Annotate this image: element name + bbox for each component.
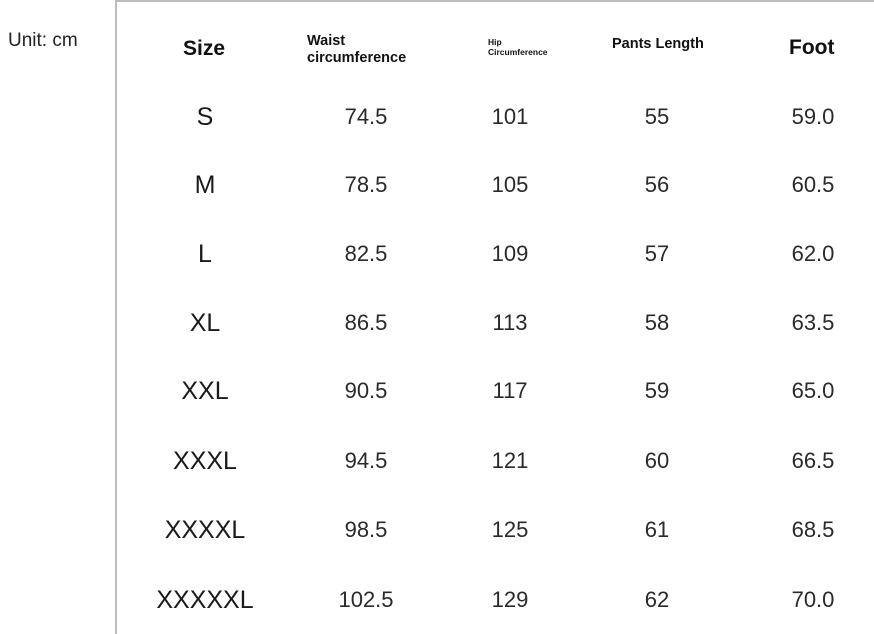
header-size: Size bbox=[183, 37, 226, 60]
cell-hip: 113 bbox=[492, 310, 528, 335]
cell-size: XL bbox=[189, 309, 221, 337]
cell-foot: 70.0 bbox=[791, 587, 835, 612]
cell-hip: 121 bbox=[491, 448, 529, 473]
table-row bbox=[0, 165, 874, 205]
header-waist bbox=[307, 33, 419, 66]
cell-pants-length: 61 bbox=[644, 517, 670, 542]
table-row bbox=[0, 510, 874, 550]
cell-size: XXXXL bbox=[164, 516, 246, 544]
table-row bbox=[0, 97, 874, 137]
cell-foot: 60.5 bbox=[791, 172, 835, 197]
cell-pants-length: 57 bbox=[644, 241, 670, 266]
cell-waist: 74.5 bbox=[344, 104, 388, 129]
cell-hip: 101 bbox=[491, 104, 529, 129]
cell-size: XXXL bbox=[173, 447, 237, 475]
cell-foot: 65.0 bbox=[791, 378, 835, 403]
cell-waist: 86.5 bbox=[344, 310, 388, 335]
cell-hip: 129 bbox=[491, 587, 529, 612]
cell-foot: 63.5 bbox=[791, 310, 835, 335]
cell-foot: 68.5 bbox=[791, 517, 835, 542]
cell-size: M bbox=[194, 171, 216, 199]
header-foot: Foot bbox=[789, 36, 835, 59]
cell-pants-length: 60 bbox=[644, 448, 670, 473]
cell-hip: 105 bbox=[491, 172, 529, 197]
cell-hip: 117 bbox=[492, 378, 528, 403]
table-row bbox=[0, 441, 874, 481]
cell-pants-length: 55 bbox=[644, 104, 670, 129]
cell-hip: 125 bbox=[491, 517, 529, 542]
cell-hip: 109 bbox=[491, 241, 529, 266]
table-row bbox=[0, 580, 874, 620]
cell-size: XXXXXL bbox=[156, 586, 254, 614]
table-row bbox=[0, 303, 874, 343]
cell-pants-length: 59 bbox=[644, 378, 670, 403]
cell-size: L bbox=[198, 240, 212, 268]
cell-waist: 90.5 bbox=[344, 378, 388, 403]
table-row bbox=[0, 371, 874, 411]
cell-waist: 94.5 bbox=[344, 448, 388, 473]
cell-foot: 59.0 bbox=[791, 104, 835, 129]
header-hip bbox=[488, 38, 560, 58]
cell-pants-length: 62 bbox=[644, 587, 670, 612]
cell-foot: 66.5 bbox=[791, 448, 835, 473]
cell-waist: 102.5 bbox=[338, 587, 394, 612]
cell-pants-length: 56 bbox=[644, 172, 670, 197]
cell-foot: 62.0 bbox=[791, 241, 835, 266]
cell-waist: 82.5 bbox=[344, 241, 388, 266]
cell-waist: 98.5 bbox=[344, 517, 388, 542]
header-waist-text: Waist circumference bbox=[307, 33, 407, 66]
unit-label: Unit: cm bbox=[8, 30, 78, 51]
header-hip-text: Hip Circumference bbox=[488, 37, 548, 57]
cell-waist: 78.5 bbox=[344, 172, 388, 197]
table-row bbox=[0, 234, 874, 274]
cell-pants-length: 58 bbox=[644, 310, 670, 335]
cell-size: XXL bbox=[181, 377, 229, 405]
header-pants-length: Pants Length bbox=[612, 36, 704, 52]
cell-size: S bbox=[196, 103, 214, 131]
